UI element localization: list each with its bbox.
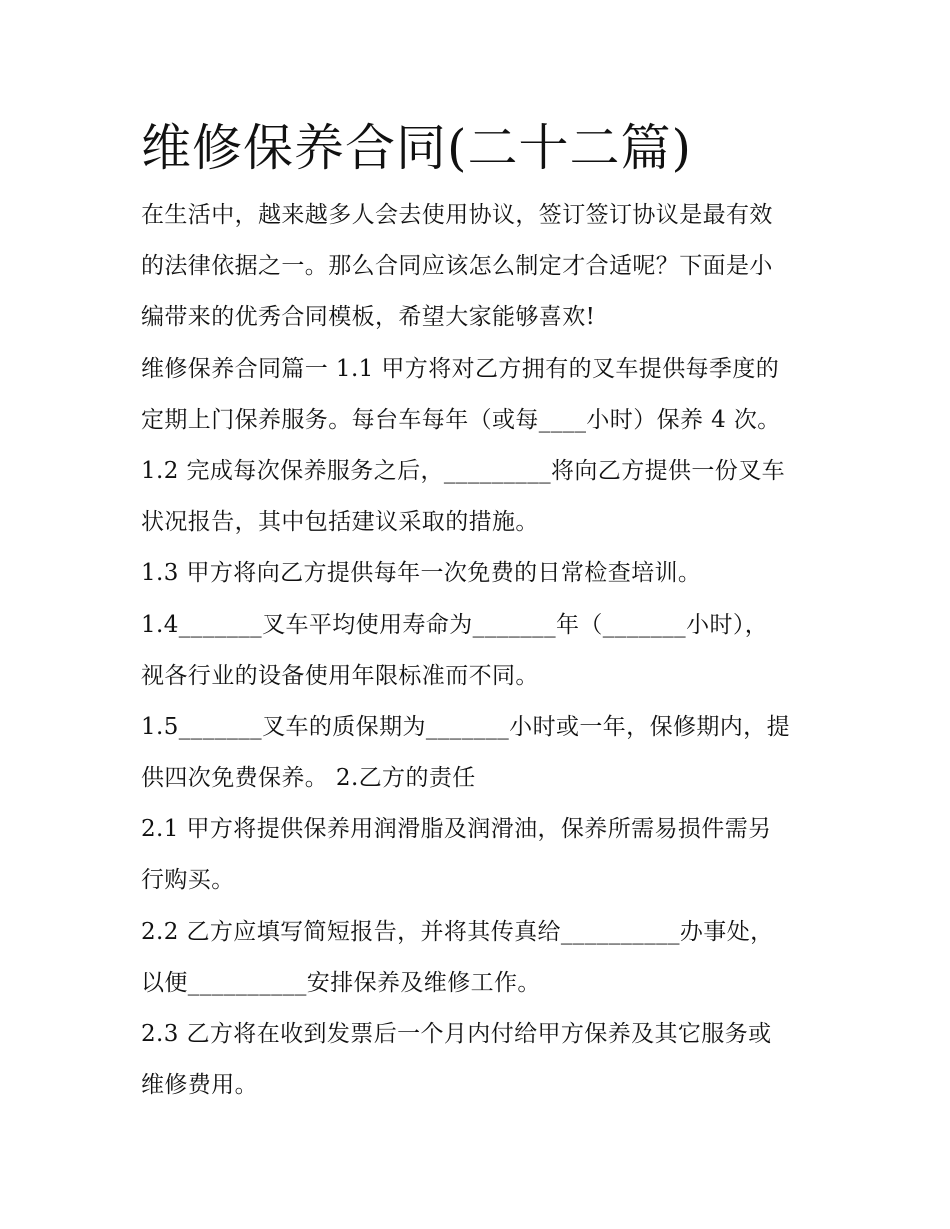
body-line: 以便__________安排保养及维修工作。 <box>141 969 541 996</box>
body-line: 1.3 甲方将向乙方提供每年一次免费的日常检查培训。 <box>141 560 702 587</box>
body-line: 1.4_______叉车平均使用寿命为_______年（_______小时）， <box>141 611 769 638</box>
body-line: 2.3 乙方将在收到发票后一个月内付给甲方保养及其它服务或 <box>141 1021 772 1047</box>
body-line: 状况报告，其中包括建议采取的措施。 <box>141 509 539 536</box>
body-line: 供四次免费保养。 2.乙方的责任 <box>141 765 476 792</box>
body-line: 1.2 完成每次保养服务之后，_________将向乙方提供一份叉车 <box>141 457 785 484</box>
body-line: 2.1 甲方将提供保养用润滑脂及润滑油，保养所需易损件需另 <box>141 816 772 843</box>
body-line: 在生活中，越来越多人会去使用协议，签订签订协议是最有效 <box>141 202 773 228</box>
document-body <box>141 190 821 1111</box>
body-line: 编带来的优秀合同模板，希望大家能够喜欢! <box>141 304 596 331</box>
body-line: 维修费用。 <box>141 1072 258 1099</box>
body-line: 定期上门保养服务。每台车每年（或每____小时）保养 4 次。 <box>141 406 781 433</box>
document-page <box>141 112 821 1111</box>
body-line: 视各行业的设备使用年限标准而不同。 <box>141 662 539 689</box>
document-title: 维修保养合同(二十二篇) <box>141 119 693 177</box>
body-line: 维修保养合同篇一 1.1 甲方将对乙方拥有的叉车提供每季度的 <box>141 355 780 382</box>
body-line: 2.2 乙方应填写简短报告，并将其传真给__________办事处， <box>141 918 774 945</box>
body-line: 行购买。 <box>141 867 235 894</box>
body-line: 的法律依据之一。那么合同应该怎么制定才合适呢？下面是小 <box>141 253 773 280</box>
body-line: 1.5_______叉车的质保期为_______小时或一年，保修期内，提 <box>141 713 790 740</box>
